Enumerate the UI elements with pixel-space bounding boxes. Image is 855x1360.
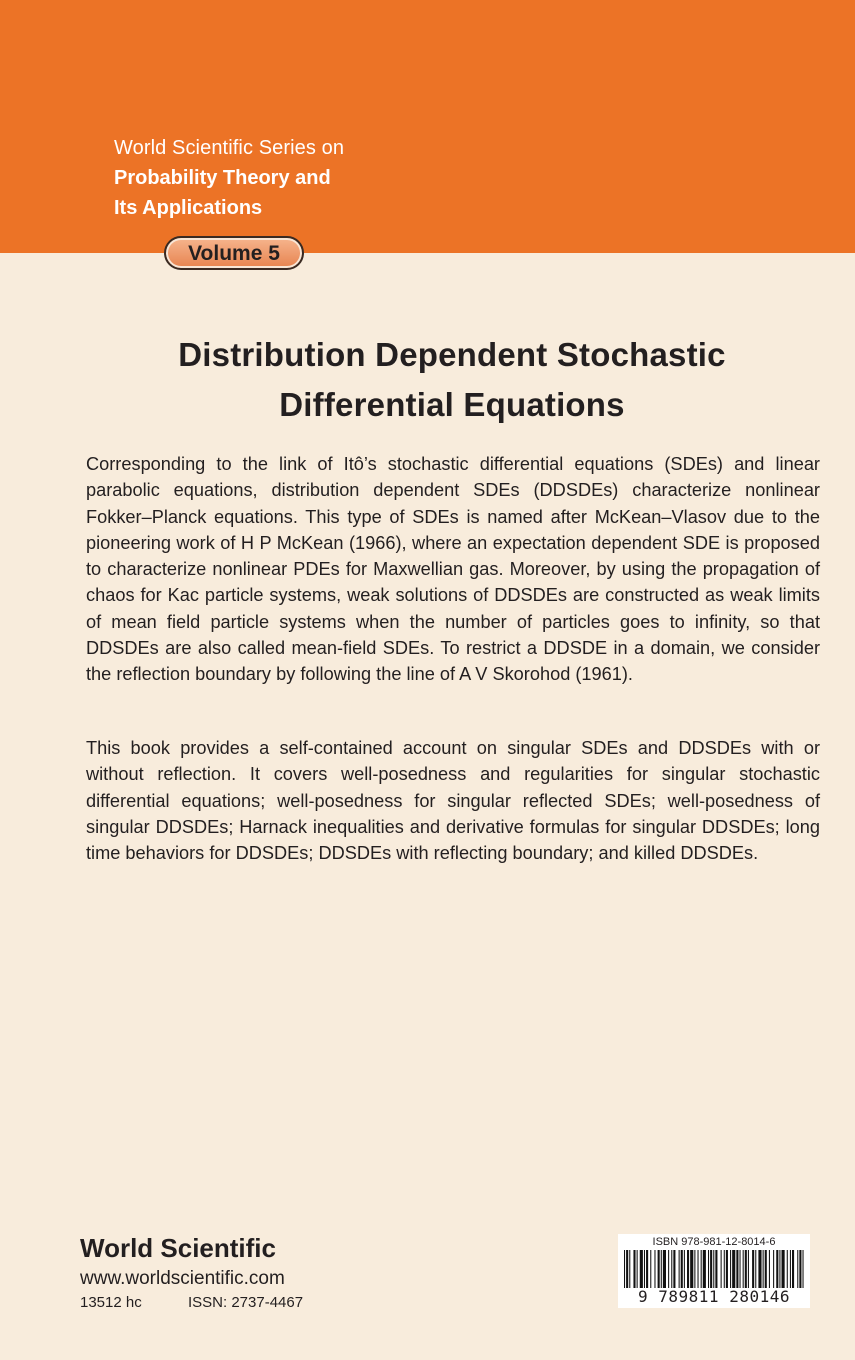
barcode-bar	[743, 1250, 744, 1292]
barcode-bar	[782, 1250, 785, 1292]
book-title-line-2: Differential Equations	[279, 386, 625, 423]
barcode-bar	[797, 1250, 798, 1292]
barcode-bar	[803, 1250, 804, 1292]
barcode-bar	[661, 1250, 662, 1292]
barcode-bar	[703, 1250, 706, 1292]
barcode-bar	[748, 1250, 749, 1292]
barcode-bar	[684, 1250, 685, 1292]
issn: ISSN: 2737-4467	[188, 1294, 304, 1311]
barcode-bar	[694, 1250, 695, 1292]
isbn-label: ISBN 978-981-12-8014-6	[652, 1236, 776, 1248]
barcode-bar	[646, 1250, 648, 1292]
barcode-bar	[745, 1250, 747, 1292]
product-code: 13512 hc	[80, 1294, 142, 1311]
barcode-bar	[663, 1250, 666, 1292]
description-paragraph-2: This book provides a self-contained account on singular SDEs and DDSDEs with or without reflection. It covers well-posedness and regularities for singular stochastic differential equations; well-posedness for singular reflected SDEs; well-posedness of singular DDSDEs; Harnack inequalities and derivative formulas for singular DDSDEs; long time behaviors for DDSDEs; DDSDEs with reflecting boundary; and killed DDSDEs.	[86, 738, 820, 864]
barcode-bar	[698, 1250, 699, 1292]
barcode-bar	[668, 1250, 669, 1292]
barcode-bar	[724, 1250, 725, 1292]
barcode-bar	[792, 1250, 794, 1292]
barcode-bar	[633, 1250, 635, 1292]
barcode-bar	[726, 1250, 728, 1292]
book-title-line-1: Distribution Dependent Stochastic	[178, 336, 726, 373]
barcode-bar	[763, 1250, 764, 1292]
barcode-bar	[765, 1250, 767, 1292]
barcode-bar	[624, 1250, 625, 1292]
barcode-bar	[721, 1250, 722, 1292]
barcode-bar	[644, 1250, 645, 1292]
barcode-bar	[730, 1250, 731, 1292]
barcode-digits: 9 789811 280146	[618, 1288, 810, 1306]
barcode-bar	[779, 1250, 780, 1292]
series-line-2: Probability Theory and	[114, 167, 331, 189]
volume-badge: Volume 5	[164, 236, 304, 270]
barcode-bar	[687, 1250, 689, 1292]
barcode-bar	[740, 1250, 741, 1292]
barcode-bar	[637, 1250, 638, 1292]
barcode-bar	[715, 1250, 717, 1292]
series-line-1: World Scientific Series on	[114, 137, 345, 159]
barcode-bar	[701, 1250, 702, 1292]
barcode-bar	[752, 1250, 754, 1292]
barcode-bar	[776, 1250, 778, 1292]
barcode-bar	[736, 1250, 738, 1292]
publisher-url: www.worldscientific.com	[80, 1268, 285, 1289]
barcode-bar	[650, 1250, 651, 1292]
barcode-bar	[690, 1250, 693, 1292]
barcode-bar	[708, 1250, 709, 1292]
barcode	[618, 1234, 810, 1308]
barcode-bar	[710, 1250, 712, 1292]
barcode-bar	[790, 1250, 791, 1292]
book-title	[90, 330, 814, 430]
series-line-3: Its Applications	[114, 197, 263, 219]
barcode-bar	[773, 1250, 774, 1292]
publisher-name: World Scientific	[80, 1233, 276, 1263]
barcode-bars	[622, 1250, 806, 1292]
barcode-bar	[629, 1250, 630, 1292]
barcode-bar	[755, 1250, 756, 1292]
barcode-bar	[671, 1250, 672, 1292]
publisher-codes	[80, 1292, 380, 1314]
barcode-bar	[681, 1250, 683, 1292]
series-title	[114, 133, 444, 223]
barcode-bar	[626, 1250, 628, 1292]
barcode-bar	[673, 1250, 675, 1292]
barcode-bar	[679, 1250, 680, 1292]
publisher-block	[80, 1232, 380, 1314]
barcode-bar	[658, 1250, 660, 1292]
description-paragraph-1: Corresponding to the link of Itô’s stochastic differential equations (SDEs) and linear parabolic equations, distribution dependent SDEs (DDSDEs) characterize nonlinear Fokker–Planck equations. This type of SDEs is named after McKean–Vlasov due to the pioneering work of H P McKean (1966), where an expectation dependent SDE is proposed to characterize nonlinear PDEs for Maxwellian gas. Moreover, by using the propagation of chaos for Kac particle systems, weak solutions of DDSDEs are constructed as weak limits of mean field particle systems when the number of particles goes to infinity, so that DDSDEs are also called mean-field SDEs. To restrict a DDSDE in a domain, we consider the reflection boundary by following the line of A V Skorohod (1961).	[86, 454, 820, 685]
barcode-bar	[799, 1250, 801, 1292]
barcode-bar	[654, 1250, 655, 1292]
barcode-bar	[787, 1250, 788, 1292]
barcode-bar	[640, 1250, 643, 1292]
barcode-bar	[713, 1250, 714, 1292]
barcode-bar	[732, 1250, 735, 1292]
barcode-bar	[758, 1250, 761, 1292]
barcode-bar	[769, 1250, 770, 1292]
